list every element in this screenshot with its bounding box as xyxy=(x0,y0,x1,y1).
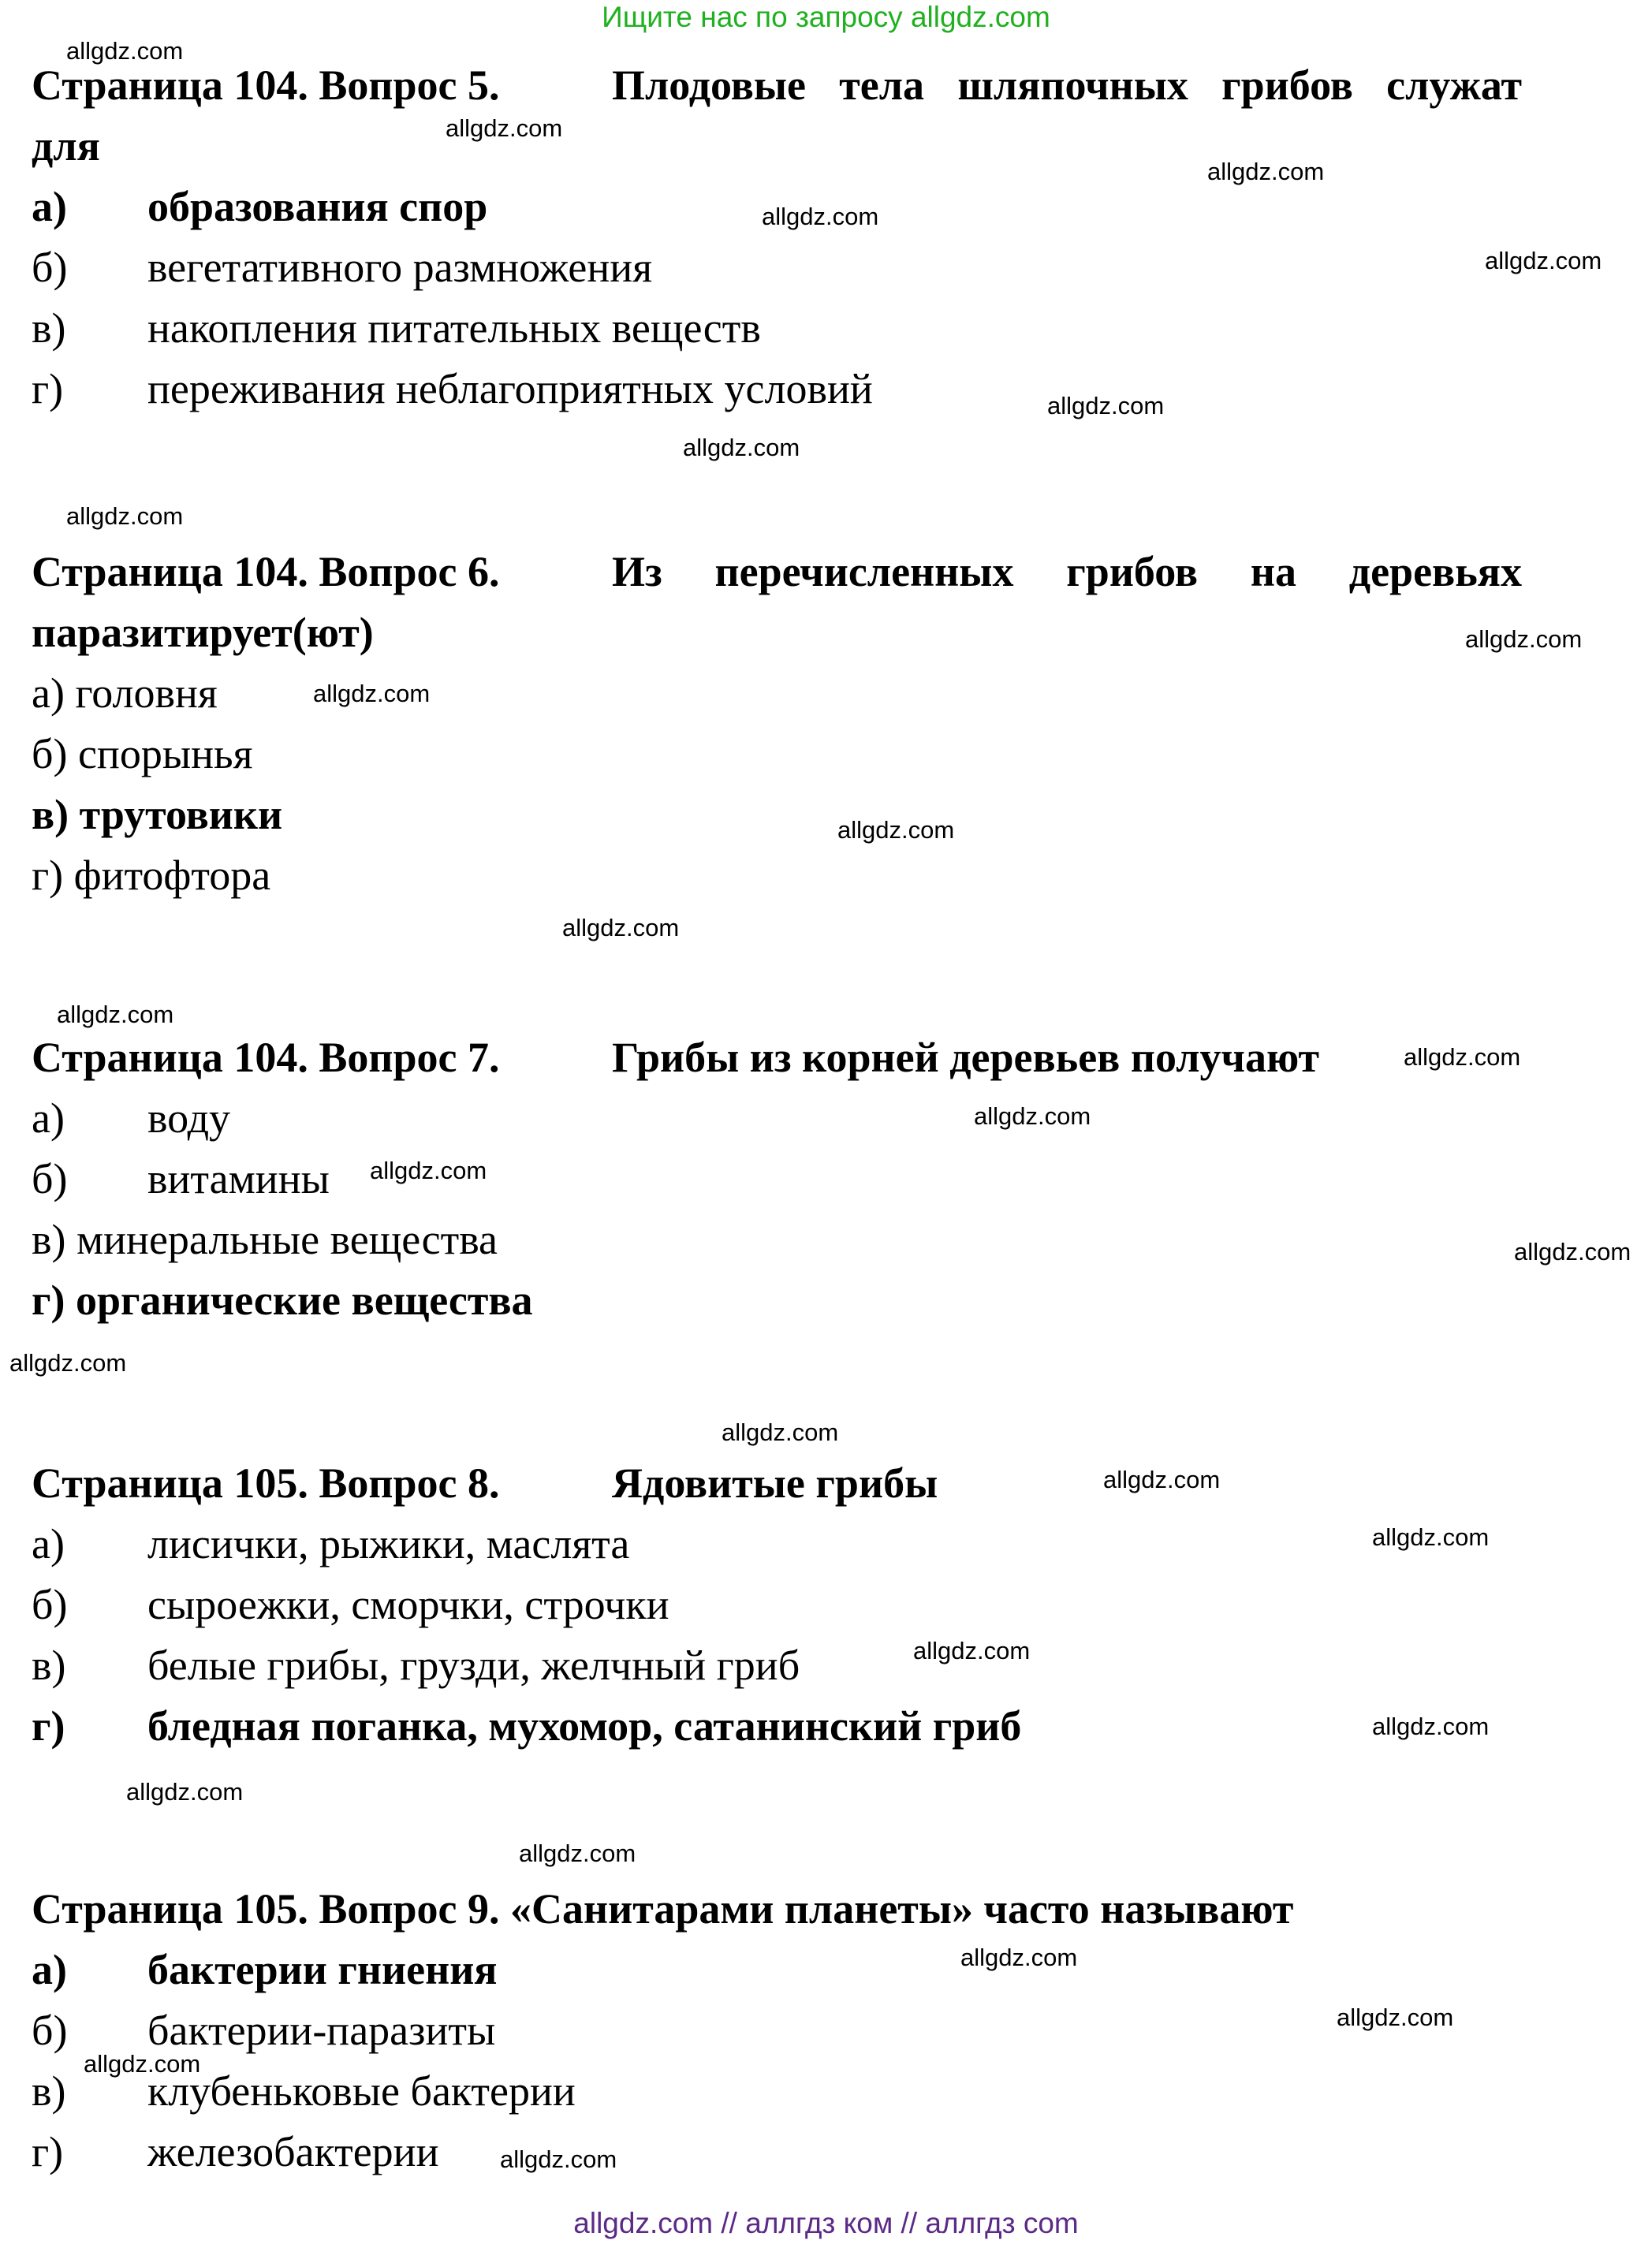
watermark: allgdz.com xyxy=(1514,1238,1631,1266)
question-text: Плодовые тела шляпочных грибов служат xyxy=(612,62,1522,109)
question-number: Страница 105. Вопрос 8. xyxy=(32,1459,500,1507)
watermark: allgdz.com xyxy=(1404,1043,1521,1071)
answer-option-correct: г) бледная поганка, мухомор, сатанинский гриб xyxy=(32,1702,1022,1750)
answer-option: а) головня xyxy=(32,669,218,717)
answer-option: а) лисички, рыжики, маслята xyxy=(32,1520,630,1567)
answer-option-correct: а) бактерии гниения xyxy=(32,1946,498,1993)
watermark: allgdz.com xyxy=(57,1001,174,1028)
watermark: allgdz.com xyxy=(84,2050,201,2078)
watermark: allgdz.com xyxy=(683,434,800,461)
answer-option: б) вегетативного размножения xyxy=(32,244,653,291)
answer-option: б) бактерии-паразиты xyxy=(32,2007,496,2054)
watermark: allgdz.com xyxy=(913,1637,1031,1664)
watermark: allgdz.com xyxy=(1047,392,1165,419)
question-text: Ядовитые грибы xyxy=(612,1459,938,1507)
watermark: allgdz.com xyxy=(500,2145,617,2173)
question-text-continued: паразитирует(ют) xyxy=(32,609,374,656)
answer-option: б) сыроежки, сморчки, строчки xyxy=(32,1581,669,1628)
watermark: allgdz.com xyxy=(66,502,184,530)
question-number: Страница 104. Вопрос 7. xyxy=(32,1034,500,1081)
question-text: Грибы из корней деревьев получают xyxy=(612,1034,1320,1081)
watermark: allgdz.com xyxy=(562,914,680,941)
watermark: allgdz.com xyxy=(1372,1713,1490,1740)
answer-option: в) минеральные вещества xyxy=(32,1216,498,1263)
watermark: allgdz.com xyxy=(446,114,563,142)
watermark: allgdz.com xyxy=(974,1102,1091,1130)
watermark: allgdz.com xyxy=(1372,1523,1490,1551)
watermark: allgdz.com xyxy=(837,816,955,844)
watermark: allgdz.com xyxy=(722,1418,839,1446)
watermark: allgdz.com xyxy=(1337,2004,1454,2031)
answer-option-correct: г) органические вещества xyxy=(32,1277,533,1324)
question-number: Страница 104. Вопрос 6. xyxy=(32,548,500,595)
answer-option: в) клубеньковые бактерии xyxy=(32,2067,576,2115)
watermark: allgdz.com xyxy=(1103,1466,1221,1493)
watermark: allgdz.com xyxy=(370,1157,487,1184)
answer-option: г) переживания неблагоприятных условий xyxy=(32,365,873,412)
answer-option: а) воду xyxy=(32,1094,231,1142)
question-7 xyxy=(32,1027,1522,1331)
answer-option: г) фитофтора xyxy=(32,852,271,899)
watermark: allgdz.com xyxy=(66,37,184,65)
watermark: allgdz.com xyxy=(762,203,879,230)
answer-option: в) накопления питательных веществ xyxy=(32,304,761,352)
question-number: Страница 104. Вопрос 5. xyxy=(32,62,500,109)
watermark: allgdz.com xyxy=(126,1778,244,1806)
watermark: allgdz.com xyxy=(1207,158,1325,185)
answer-option-correct: в) трутовики xyxy=(32,791,283,838)
answer-option: г) железобактерии xyxy=(32,2128,439,2175)
bottom-banner[interactable]: allgdz.com // аллгдз ком // аллгдз com xyxy=(573,2207,1079,2239)
watermark: allgdz.com xyxy=(960,1944,1078,1971)
question-heading xyxy=(32,1027,1522,1088)
watermark: allgdz.com xyxy=(313,680,431,707)
watermark: allgdz.com xyxy=(1465,625,1583,653)
question-8 xyxy=(32,1453,1522,1757)
question-text: Из перечисленных грибов на деревьях xyxy=(612,548,1522,595)
question-heading xyxy=(32,1453,1522,1514)
question-heading xyxy=(32,542,1522,602)
answer-option: в) белые грибы, грузди, желчный гриб xyxy=(32,1642,800,1689)
answer-option-correct: а) образования спор xyxy=(32,183,488,230)
question-6 xyxy=(32,542,1522,906)
answer-option: б) спорынья xyxy=(32,730,253,777)
question-9 xyxy=(32,1879,1522,2182)
question-5 xyxy=(32,55,1522,419)
question-heading: Страница 105. Вопрос 9. «Санитарами планеты» часто называют xyxy=(32,1885,1294,1933)
answer-option: б) витамины xyxy=(32,1155,330,1202)
watermark: allgdz.com xyxy=(519,1840,636,1867)
watermark: allgdz.com xyxy=(9,1349,127,1377)
question-heading xyxy=(32,55,1522,116)
question-text-continued: для xyxy=(32,122,100,170)
top-banner[interactable]: Ищите нас по запросу allgdz.com xyxy=(602,1,1050,33)
watermark: allgdz.com xyxy=(1485,247,1602,274)
